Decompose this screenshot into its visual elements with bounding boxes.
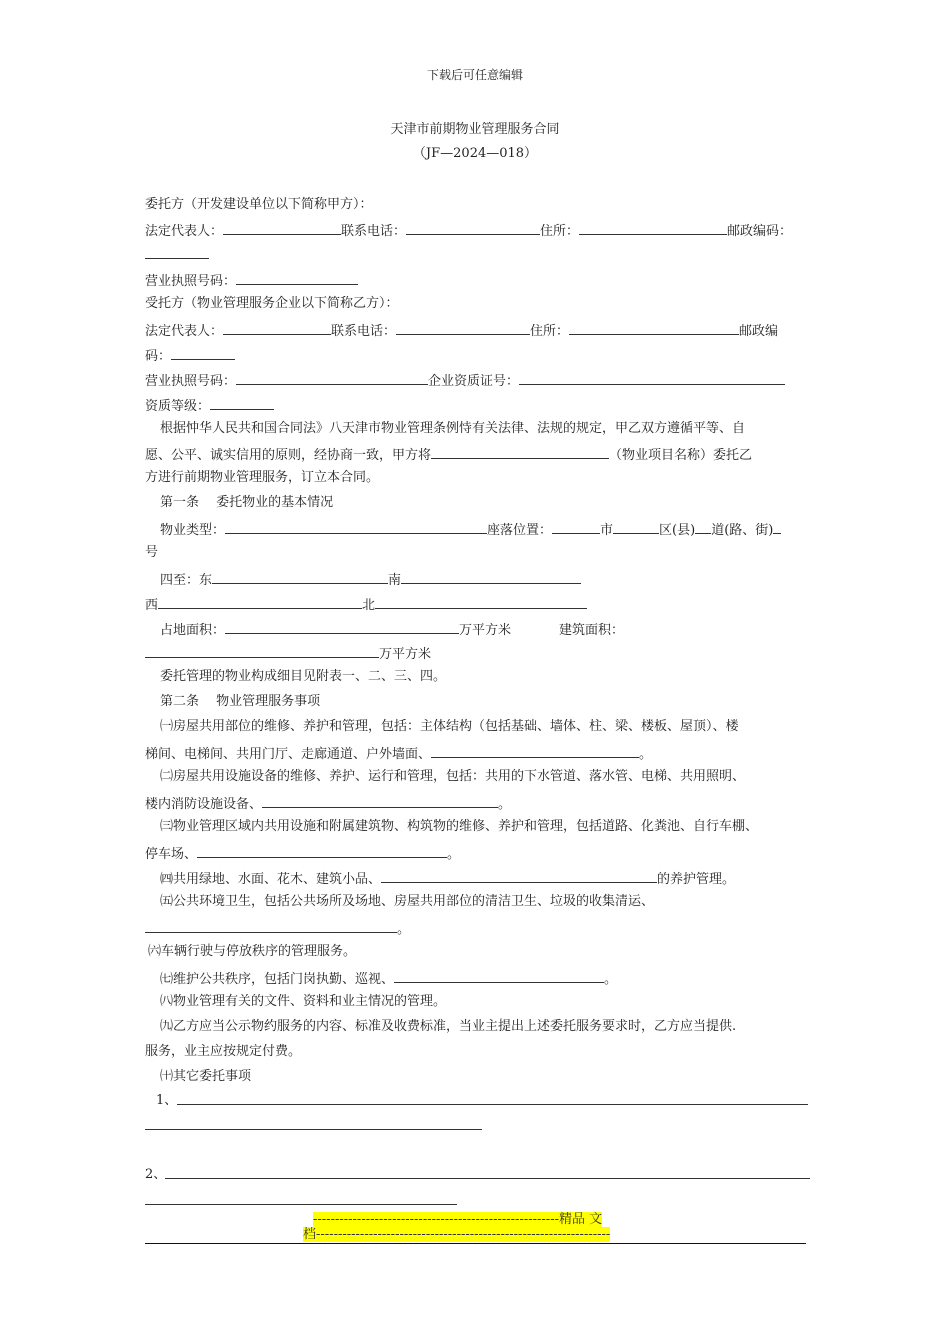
footer-line-2 — [303, 1226, 610, 1244]
item-7-period: 。 — [604, 972, 618, 987]
party-b-postcode-label-cont: 码： — [145, 349, 172, 364]
area-line — [160, 619, 624, 640]
item-4-text: ㈣共用绿地、水面、花木、建筑小品、 — [160, 872, 382, 887]
party-b-postcode-blank[interactable] — [171, 345, 235, 360]
party-a-address-blank[interactable] — [579, 220, 727, 235]
district-blank[interactable] — [613, 519, 659, 534]
item-2-period: 。 — [498, 797, 512, 812]
party-b-cert-blank[interactable] — [519, 370, 785, 385]
party-b-address-blank[interactable] — [569, 320, 739, 335]
build-area-label: 建筑面积： — [559, 623, 625, 638]
item-3-line-b — [145, 843, 460, 864]
party-b-rep-label: 法定代表人： — [145, 324, 224, 339]
item-10-sub-2-blank-cont[interactable] — [145, 1204, 457, 1205]
item-7-text: ㈦维护公共秩序，包括门岗执勤、巡视、 — [160, 972, 395, 987]
footer-watermark-1: --------------------------------------------------------精品 文 — [313, 1212, 603, 1227]
preamble-text-a: 愿、公平、诚实信用的原则，经协商一致，甲方将 — [145, 448, 432, 463]
item-1-period: 。 — [639, 747, 653, 762]
item-1-line-a: ㈠房屋共用部位的维修、养护和管理，包括：主体结构（包括基础、墙体、柱、梁、楼板、屋顶）、楼 — [160, 719, 739, 734]
bounds-north-label: 北 — [362, 598, 376, 613]
party-a-intro: 委托方（开发建设单位以下简称甲方）： — [145, 197, 373, 212]
road-blank[interactable] — [695, 519, 711, 534]
item-5-blank[interactable] — [145, 918, 397, 933]
item-3-line-a: ㈢物业管理区域内共用设施和附属建筑物、构筑物的维修、养护和管理，包括道路、化粪池、自行车棚、 — [160, 819, 759, 834]
item-5-period: 。 — [397, 922, 411, 937]
article-1-type-line — [160, 519, 781, 540]
build-area-line — [145, 643, 431, 664]
party-b-intro: 受托方（物业管理服务企业以下简称乙方）： — [145, 296, 399, 311]
road-label: 道(路、街) — [711, 523, 774, 538]
item-4-blank[interactable] — [381, 868, 657, 883]
item-4-line — [160, 868, 735, 889]
land-area-unit: 万平方米 — [459, 623, 512, 638]
item-7-line — [160, 968, 617, 989]
party-a-phone-blank[interactable] — [406, 220, 540, 235]
bounds-line-2 — [145, 594, 587, 615]
property-type-label: 物业类型： — [160, 523, 226, 538]
item-2-text: 楼内消防设施设备、 — [145, 797, 263, 812]
item-10-sub-2-blank[interactable] — [165, 1178, 810, 1179]
party-a-postcode-blank[interactable] — [145, 258, 209, 259]
item-6-line: ㈥车辆行驶与停放秩序的管理服务。 — [148, 944, 357, 959]
party-b-rep-blank[interactable] — [223, 320, 331, 335]
footer-watermark-2: 档------------------------------------------------------------------- — [303, 1227, 611, 1242]
party-a-rep-label: 法定代表人： — [145, 224, 224, 239]
bounds-south-label: 南 — [388, 573, 402, 588]
item-5-line: ㈤公共环境卫生，包括公共场所及场地、房屋共用部位的清洁卫生、垃圾的收集清运、 — [160, 894, 655, 909]
item-3-period: 。 — [447, 847, 461, 862]
party-a-phone-label: 联系电话： — [341, 224, 407, 239]
party-b-phone-blank[interactable] — [396, 320, 530, 335]
preamble-line-1: 根据忡华人民共和国合同法》八天津市物业管理条例恃有关法律、法规的规定，甲乙双方遵循平等、自 — [160, 421, 746, 436]
item-10-sub-1-label: 1、 — [156, 1093, 178, 1108]
bounds-west-blank[interactable] — [158, 594, 362, 609]
item-10-line: ㈩其它委托事项 — [160, 1069, 252, 1084]
item-5-blank-line — [145, 918, 410, 939]
bounds-west-label: 西 — [145, 598, 159, 613]
appendix-note: 委托管理的物业构成细目见附表一、二、三、四。 — [160, 669, 447, 684]
item-4-text-end: 的养护管理。 — [657, 872, 736, 887]
party-b-grade-line — [145, 395, 274, 416]
party-b-license-line — [145, 370, 785, 391]
item-8-line: ㈧物业管理有关的文件、资料和业主情况的管理。 — [160, 994, 447, 1009]
city-blank[interactable] — [552, 519, 600, 534]
party-a-license-blank[interactable] — [236, 270, 358, 285]
party-a-license-label: 营业执照号码： — [145, 274, 237, 289]
item-2-line-b — [145, 793, 511, 814]
party-a-postcode-label: 邮政编码： — [727, 224, 793, 239]
article-1-heading: 第一条 委托物业的基本情况 — [160, 495, 334, 510]
item-3-blank[interactable] — [197, 843, 447, 858]
party-a-rep-blank[interactable] — [223, 220, 341, 235]
location-label: 座落位置： — [487, 523, 553, 538]
party-b-postcode-line — [145, 345, 235, 366]
header-note: 下载后可任意编辑 — [426, 68, 523, 82]
preamble-line-2 — [145, 444, 752, 465]
article-2-heading: 第二条 物业管理服务事项 — [160, 694, 321, 709]
preamble-text-b: （物业项目名称）委托乙 — [609, 448, 753, 463]
item-7-blank[interactable] — [394, 968, 604, 983]
item-1-text: 梯间、电梯间、共用门厅、走廊通道、户外墙面、 — [145, 747, 432, 762]
item-1-blank[interactable] — [431, 743, 639, 758]
district-label: 区(县) — [659, 523, 696, 538]
item-10-sub-1-blank[interactable] — [177, 1104, 808, 1105]
party-a-address-label: 住所： — [540, 224, 580, 239]
party-b-grade-label: 资质等级： — [145, 399, 211, 414]
bounds-north-blank[interactable] — [375, 594, 587, 609]
party-b-license-label: 营业执照号码： — [145, 374, 237, 389]
item-9-line-a: ㈨乙方应当公示物约服务的内容、标准及收费标准，当业主提出上述委托服务要求时，乙方应当提供. — [160, 1019, 737, 1034]
number-label: 号 — [145, 545, 159, 560]
party-b-address-label: 住所： — [530, 324, 570, 339]
footer-rule — [145, 1243, 806, 1244]
bounds-east-blank[interactable] — [212, 569, 388, 584]
bounds-line-1 — [160, 569, 581, 590]
party-b-license-blank[interactable] — [236, 370, 428, 385]
party-b-phone-label: 联系电话： — [331, 324, 397, 339]
party-a-license-line — [145, 270, 358, 291]
contract-title: 天津市前期物业管理服务合同 — [390, 122, 560, 137]
item-10-sub-2-label: 2、 — [145, 1167, 167, 1182]
contract-code: （JF—2024—018） — [412, 146, 538, 161]
item-9-line-b: 服务，业主应按规定付费。 — [145, 1044, 302, 1059]
item-3-text: 停车场、 — [145, 847, 198, 862]
item-2-blank[interactable] — [262, 793, 498, 808]
city-label: 市 — [600, 523, 614, 538]
party-b-postcode-label: 邮政编 — [739, 324, 779, 339]
party-a-info-line — [145, 220, 792, 241]
party-b-info-line — [145, 320, 778, 341]
project-name-blank[interactable] — [431, 444, 609, 459]
party-b-cert-label: 企业资质证号： — [428, 374, 520, 389]
item-1-line-b — [145, 743, 652, 764]
preamble-line-3: 方进行前期物业管理服务，订立本合同。 — [145, 470, 380, 485]
party-b-grade-blank[interactable] — [210, 395, 274, 410]
build-area-blank[interactable] — [145, 643, 379, 658]
land-area-label: 占地面积： — [160, 623, 226, 638]
number-blank[interactable] — [773, 519, 781, 534]
bounds-south-blank[interactable] — [401, 569, 581, 584]
item-2-line-a: ㈡房屋共用设施设备的维修、养护、运行和管理，包括：共用的下水管道、落水管、电梯、共用照明、 — [160, 769, 746, 784]
bounds-east-label: 四至：东 — [160, 573, 213, 588]
build-area-unit: 万平方米 — [379, 647, 432, 662]
property-type-blank[interactable] — [225, 519, 487, 534]
item-10-sub-1-blank-cont[interactable] — [145, 1129, 482, 1130]
land-area-blank[interactable] — [225, 619, 459, 634]
